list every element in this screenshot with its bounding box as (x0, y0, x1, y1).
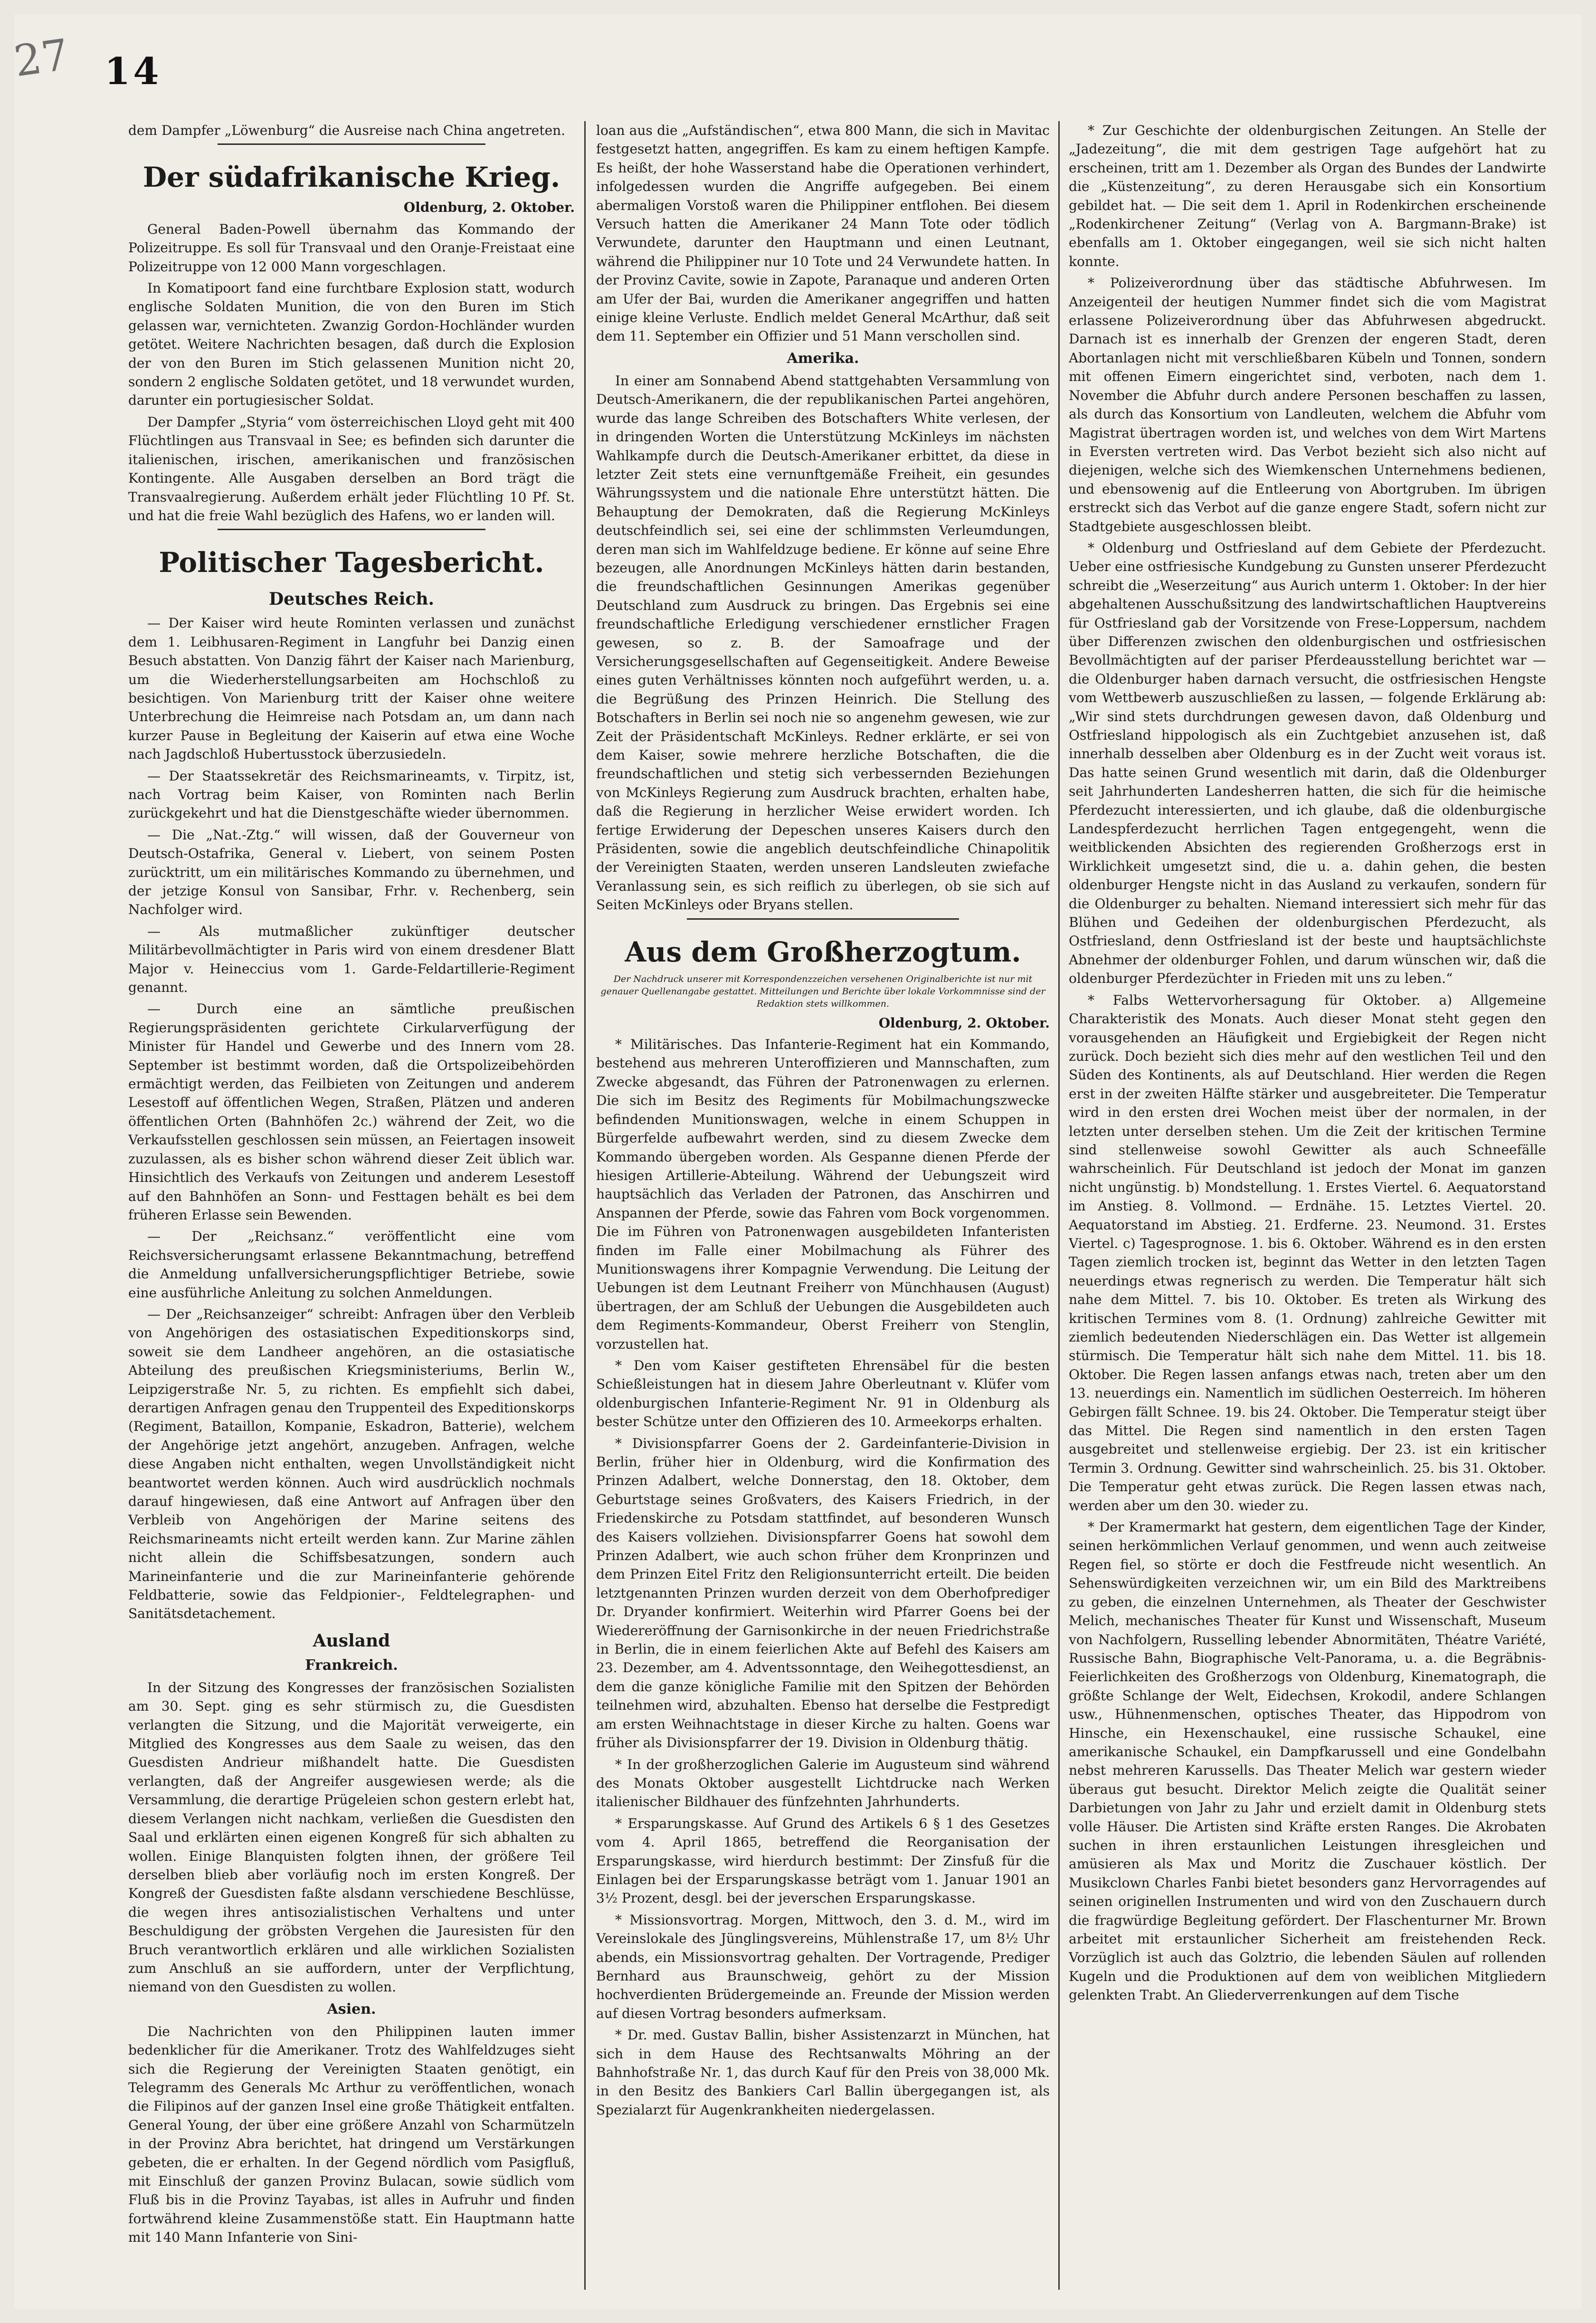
heading-abroad: Ausland (313, 1630, 390, 1651)
paragraph: loan aus die „Aufständischen“, etwa 800 Mann, die sich in Mavitac festgesetzt hatten, angegriffen. Es kam zu einem heftigen Kampfe. Es heißt, der hohe Wasserstand habe die Operationen verhindert, infolgedessen wurden die Angriffe aufgegeben. Bei einem abermaligen Vorstoß waren die Philippiner entflohen. Bei diesem Versuch hatten die Amerikaner 24 Mann Tote oder tödlich Verwundete, darunter den Hauptmann und einen Leutnant, während die Philippiner nur 10 Tote und 24 Verwundete hatten. In der Provinz Cavite, sowie in Zapote, Paranaque und anderen Orten am Ufer der Bai, wurden die Amerikaner angegriffen und hatten einige kleine Verluste. Endlich meldet General McArthur, daß seit dem 11. September ein Offizier und 51 Mann verschollen sind. (596, 123, 1050, 344)
paragraph: — Der „Reichsanz.“ veröffentlicht eine vom Reichsversicherungsamt erlassene Bekanntmachung, betreffend die Anmeldung unfallversicherungspflichtiger Betriebe, sowie eine ausführliche Anleitung zu solchen Anmeldungen. (128, 1228, 575, 1301)
column-1 (128, 121, 575, 2290)
paragraph: * Ersparungskasse. Auf Grund des Artikels 6 § 1 des Gesetzes vom 4. April 1865, betreffend die Reorganisation der Ersparungskasse, wird hierdurch bestimmt: Der Zinsfuß für die Einlagen bei der Ersparungskasse beträgt vom 1. Januar 1901 an 3½ Prozent, desgl. bei der jeverschen Ersparungskasse. (596, 1815, 1050, 1906)
paragraph: * Missionsvortrag. Morgen, Mittwoch, den 3. d. M., wird im Vereinslokale des Jünglingsvereins, Mühlenstraße 17, um 8½ Uhr abends, ein Missionsvortrag gehalten. Der Vortragende, Prediger Bernhard aus Braunschweig, gehört zu der Mission hochverdienten Brüdergemeinde an. Freunde der Mission werden auf diesen Vortrag besonders aufmerksam. (596, 1912, 1050, 2021)
paragraph: — Der Staatssekretär des Reichsmarineamts, v. Tirpitz, ist, nach Vortrag beim Kaiser, von Rominten nach Berlin zurückgekehrt und hat die Dienstgeschäfte wieder übernommen. (128, 768, 575, 821)
paragraph: * Falbs Wettervorhersagung für Oktober. a) Allgemeine Charakteristik des Monats. Auch dieser Monat steht gegen den vorausgehenden an Häufigkeit und Ergiebigkeit der Regen nicht zurück. Doch bezieht sich dies mehr auf den westlichen Teil und den Süden des Kontinents, als auf Deutschland. Hier werden die Regen erst in der zweiten Hälfte stärker und ausgebreiteter. Die Temperatur wird in den ersten drei Wochen meist über der normalen, in der letzten unter derselben stehen. Um die Zeit der kritischen Termine sind stellenweise sowohl Gewitter als auch Schneefälle wahrscheinlich. Für Deutschland ist jedoch der Monat im ganzen nicht ungünstig. b) Mondstellung. 1. Erstes Viertel. 6. Aequatorstand im Anstieg. 8. Vollmond. — Erdnähe. 15. Letztes Viertel. 20. Aequatorstand im Abstieg. 21. Erdferne. 23. Neumond. 31. Erstes Viertel. c) Tagesprognose. 1. bis 6. Oktober. Während es in den ersten Tagen ziemlich trocken ist, beginnt das Wetter in den letzten Tagen neuerdings etwas regnerisch zu werden. Die Temperatur hält sich nahe dem Mittel. 7. bis 10. Oktober. Es treten als Wirkung des kritischen Termines vom 8. (1. Ordnung) zahlreiche Gewitter mit ziemlich bedeutenden Niederschlägen ein. Das Wetter ist allgemein stürmisch. Die Temperatur hält sich nahe dem Mittel. 11. bis 18. Oktober. Die Regen lassen anfangs etwas nach, treten aber um den 13. neuerdings ein. Namentlich im südlichen Oesterreich. Im höheren Gebirgen fällt Schnee. 19. bis 24. Oktober. Die Temperatur steigt über das Mittel. Die Regen sind namentlich in den ersten Tagen ausgebreitet und stellenweise ergiebig. Der 23. ist ein kritischer Termin 3. Ordnung. Gewitter sind wahrscheinlich. 25. bis 31. Oktober. Die Temperatur geht etwas zurück. Die Regen lassen etwas nach, werden aber um den 30. wieder zu. (1069, 992, 1546, 1514)
paragraph: * Oldenburg und Ostfriesland auf dem Gebiete der Pferdezucht. Ueber eine ostfriesische Kundgebung zu Gunsten unserer Pferdezucht schreibt die „Weserzeitung“ aus Aurich unterm 1. Oktober: In der hier abgehaltenen Ausschußsitzung des landwirtschaftlichen Hauptvereins für Ostfriesland gab der Vorsitzende von Frese-Loppersum, nachdem über Differenzen zwischen den oldenburgischen und ostfriesischen Bevollmächtigten auf der pariser Pferdeausstellung berichtet war — die Oldenburger haben darnach versucht, die ostfriesischen Hengste vom Wettbewerb auszuschließen zu lassen, — folgende Erklärung ab: „Wir sind stets durchdrungen gewesen davon, daß Oldenburg und Ostfriesland hippologisch als ein Zuchtgebiet anzusehen ist, daß innerhalb desselben aber Oldenburg es in der Zucht weit voraus ist. Das hatte seinen Grund wesentlich mit darin, daß die Oldenburger seit Jahrhunderten Landesherren hatten, die sich für die heimische Pferdezucht interessierten, und ich glaube, daß die oldenburgische Landespferdezucht herrlichen Tagen entgegengeht, wenn die weitblickenden Absichten des regierenden Großherzogs erst in Wirklichkeit umgesetzt sind, die u. a. dahin gehen, die besten oldenburger Hengste nicht in das Ausland zu verkaufen, sondern für die Oldenburger zu behalten. Niemand interessiert sich mehr für das Blühen und Gedeihen der oldenburgischen Pferdezucht, als Ostfriesland, denn Ostfriesland ist der beste und hauptsächlichste Abnehmer der oldenburger Fohlen, und darum wünschen wir, daß die oldenburger Pferdezüchter in Frieden mit uns zu leben.“ (1069, 540, 1546, 987)
heading-asia: Asien. (327, 2000, 376, 2018)
column-2 (596, 121, 1050, 2290)
paragraph: In Komatipoort fand eine furchtbare Explosion statt, wodurch englische Soldaten Munition, die von den Buren im Stich gelassen war, vernichteten. Zwanzig Gordon-Hochländer wurden getötet. Weitere Nachrichten besagen, daß durch die Explosion der von den Buren im Stich gelassenen Munition nicht 20, sondern 2 englische Soldaten getötet, und 18 verwundet wurden, darunter ein portugiesischer Soldat. (128, 280, 575, 409)
page-number: 14 (104, 50, 162, 93)
paragraph: * Den vom Kaiser gestifteten Ehrensäbel für die besten Schießleistungen hat in diesem Jahre Oberleutnant v. Klüfer vom oldenburgischen Infanterie-Regiment Nr. 91 in Oldenburg als bester Schütze unter den Offizieren des 10. Armeekorps erhalten. (596, 1357, 1050, 1430)
paragraph: * Militärisches. Das Infanterie-Regiment hat ein Kommando, bestehend aus mehreren Unteroffizieren und Mannschaften, zum Zwecke abgesandt, das Führen der Patronenwagen zu erlernen. Die sich im Besitz des Regiments für Mobilmachungszwecke befindenden Munitionswagen, welche in einem Schuppen in Bürgerfelde aufbewahrt werden, sind zu diesem Zwecke dem Kommando übergeben worden. Als Gespanne dienen Pferde der hiesigen Artillerie-Abteilung. Während der Uebungszeit wird hauptsächlich das Verladen der Patronen, das Anschirren und Anspannen der Pferde, sowie das Fahren vom Bock vorgenommen. Die im Führen von Patronenwagen ausgebildeten Infanteristen finden im Falle einer Mobilmachung als Führer des Munitionswagens ihrer Kompagnie Verwendung. Die Leitung der Uebungen ist dem Leutnant Freiherr von Münchhausen (August) übertragen, der am Schluß der Uebungen die Ausgebildeten auch dem Regiments-Kommandeur, Oberst Freiherr von Stenglin, vorzustellen hat. (596, 1037, 1050, 1352)
heading-german-empire: Deutsches Reich. (268, 589, 435, 609)
paragraph: Der Dampfer „Styria“ vom österreichischen Lloyd geht mit 400 Flüchtlingen aus Transvaal in See; es befinden sich darunter die italienischen, irischen, amerikanischen und französischen Kontingente. Alle Ausgaben derselben an Bord trägt die Transvaalregierung. Außerdem erhält jeder Flüchtling 10 Pf. St. und hat die freie Wahl bezüglich des Hafens, wo er landen will. (128, 414, 575, 524)
intro-paragraph: dem Dampfer „Löwenburg“ die Ausreise nach China angetreten. (128, 123, 566, 138)
paragraph: * Dr. med. Gustav Ballin, bisher Assistenzarzt in München, hat sich in dem Hause des Rechtsanwalts Möhring an der Bahnhofstraße Nr. 1, das durch Kauf für den Preis von 38,000 Mk. in den Besitz des Bankiers Carl Ballin übergegangen ist, als Spezialarzt für Augenkrankheiten niedergelassen. (596, 2027, 1050, 2118)
column-divider (1058, 121, 1060, 2290)
heading-france: Frankreich. (305, 1657, 398, 1674)
heading-boer-war: Der südafrikanische Krieg. (142, 161, 560, 194)
paragraph: — Durch eine an sämtliche preußischen Regierungspräsidenten gerichtete Cirkularverfügung der Minister für Handel und Gewerbe und des Innern vom 28. September ist bestimmt worden, daß die Ortspolizeibehörden ermächtigt werden, das Feilbieten von Zeitungen und anderem Lesestoff auf öffentlichen Wegen, Straßen, Plätzen und anderen öffentlichen Orten (Bahnhöfen 2c.) während der Zeit, wo die Verkaufsstellen geschlossen sein müssen, an Feiertagen insoweit zuzulassen, als es bisher schon während dieser Zeit üblich war. Hinsichtlich des Verkaufs von Zeitungen und anderem Lesestoff auf den Bahnhöfen an Sonn- und Festtagen behält es bei dem früheren Erlasse sein Bewenden. (128, 1001, 575, 1223)
paragraph: Die Nachrichten von den Philippinen lauten immer bedenklicher für die Amerikaner. Trotz des Wahlfeldzuges sieht sich die Regierung der Vereinigten Staaten genötigt, ein Telegramm des Generals Mc Arthur zu veröffentlichen, wonach die Filipinos auf der ganzen Insel eine große Thätigkeit entfalten. General Young, der über eine größere Anzahl von Scharmützeln in der Provinz Abra berichtet, hat dringend um Verstärkungen gebeten, die er erhalten. In der Gegend nördlich vom Pasigfluß, mit Einschluß der ganzen Provinz Bulacan, sowie südlich vom Fluß bis in die Provinz Tayabas, ist alles in Aufruhr und finden fortwährend kleine Zusammenstöße statt. Ein Hauptmann hatte mit 140 Mann Infanterie von Sini- (128, 2023, 575, 2246)
heading-political-report: Politischer Tagesbericht. (159, 546, 544, 579)
section-rule (218, 143, 485, 145)
reprint-notice: Der Nachdruck unserer mit Korrespondenzzeichen versehenen Originalberichte ist nur mit genauer Quellenangabe gestattet. Mitteilungen und Berichte über lokale Vorkommnisse sind der Redaktion stets willkommen. (600, 973, 1045, 1009)
paragraph: * Divisionspfarrer Goens der 2. Gardeinfanterie-Division in Berlin, früher hier in Oldenburg, wird die Konfirmation des Prinzen Adalbert, welche Donnerstag, den 18. Oktober, dem Geburtstage seines Großvaters, des Kaisers Friedrich, in der Friedenskirche zu Potsdam stattfindet, auf besonderen Wunsch des Kaisers vollziehen. Divisionspfarrer Goens hat sowohl dem Prinzen Adalbert, wie auch schon früher dem Kronprinzen und dem Prinzen Eitel Fritz den Religionsunterricht erteilt. Die beiden letztgenannten Prinzen wurden derzeit von dem Oberhofprediger Dr. Dryander konfirmiert. Weiterhin wird Pfarrer Goens bei der Wiedereröffnung der Garnisonkirche in der neuen Friedrichstraße in Berlin, die in einem feierlichen Akte auf Befehl des Kaisers am 23. Dezember, am 4. Adventssonntage, den Weihegottesdienst, an dem die ganze königliche Familie mit den Spitzen der Behörden teilnehmen wird, abzuhalten. Ebenso hat derselbe die Festpredigt am ersten Weihnachtstage in dieser Kirche zu halten. Goens war früher als Divisionspfarrer der 19. Division in Oldenburg thätig. (596, 1435, 1050, 1751)
margin-annotation: 27 (11, 29, 72, 87)
dateline: Oldenburg, 2. Oktober. (878, 1015, 1050, 1031)
heading-america: Amerika. (787, 350, 859, 367)
paragraph: In einer am Sonnabend Abend stattgehabten Versammlung von Deutsch-Amerikanern, die der republikanischen Partei angehören, wurde das lange Schreiben des Botschafters White verlesen, der in dringenden Worten die Unterstützung McKinleys im nächsten Wahlkampfe durch die Deutsch-Amerikaner erbittet, da diese in letzter Zeit stets eine vernunftgemäße Freiheit, ein gesundes Währungssystem und die nationale Ehre unterstützt hätten. Die Behauptung der Demokraten, daß die Regierung McKinleys deutschfeindlich sei, sei eine der schlimmsten Verleumdungen, deren man sich im Wahlfeldzuge bediene. Er könne auf seine Ehre bezeugen, alle Anordnungen McKinleys hätten darin bestanden, die freundschaftlichen Gesinnungen Amerikas gegenüber Deutschland zum Ausdruck zu bringen. Das Ergebnis sei eine freundschaftliche Erledigung verschiedener ernstlicher Fragen gewesen, so z. B. der Samoafrage und der Versicherungsgesellschaften auf Gegenseitigkeit. Andere Beweise eines guten Verhältnisses könnten noch aufgeführt werden, u. a. die Begrüßung des Prinzen Heinrich. Die Stellung des Botschafters in Berlin sei noch nie so angenehm gewesen, wie zur Zeit der Präsidentschaft McKinleys. Redner erklärte, er sei von dem Kaiser, sowie mehrere herzliche Botschaften, die die freundschaftlichen und stetig sich verbessernden Beziehungen von McKinleys Regierung zum Ausdruck brachten, erhalten habe, daß die Regierung in herzlicher Weise erwidert worden. Ich fertige Erwiderung der Depeschen unseres Kaisers durch den Präsidenten, sowie die angeblich deutschfeindliche Chinapolitik der Vereinigten Staaten, werden unseren Landsleuten zwiefache Veranlassung sein, es sich reiflich zu überlegen, ob sie sich auf Seiten McKinleys oder Bryans stellen. (596, 372, 1050, 913)
column-divider (584, 121, 586, 2290)
paragraph: — Als mutmaßlicher zukünftiger deutscher Militärbevollmächtigter in Paris wird von einem dresdener Blatt Major v. Heineccius vom 1. Garde-Feldartillerie-Regiment genannt. (128, 923, 575, 996)
dateline: Oldenburg, 2. Oktober. (403, 200, 575, 216)
paragraph: * Zur Geschichte der oldenburgischen Zeitungen. An Stelle der „Jadezeitung“, die mit dem gestrigen Tage aufgehört hat zu erscheinen, tritt am 1. Dezember als Organ des Bundes der Landwirte die „Küstenzeitung“, zu deren Herausgabe sich ein Konsortium gebildet hat. — Die seit dem 1. April in Rodenkirchen erscheinende „Rodenkirchener Zeitung“ (Verlag von A. Bargmann-Brake) ist ebenfalls am 1. Oktober eingegangen, weil sie sich nicht halten konnte. (1069, 123, 1546, 269)
paragraph: * Polizeiverordnung über das städtische Abfuhrwesen. Im Anzeigenteil der heutigen Nummer findet sich die vom Magistrat erlassene Polizeiverordnung über das Abfuhrwesen abgedruckt. Darnach ist es innerhalb der Grenzen der engeren Stadt, deren Abortanlagen nicht mit verschließbaren Kübeln und Tonnen, sondern mit offenen Eimern eingerichtet sind, verboten, nach dem 1. November die Abfuhr durch andere Personen beschaffen zu lassen, als durch das Konsortium von Landleuten, welchem die Abfuhr vom Magistrat übertragen worden ist, und welches von dem Wirt Martens in Eversten vertreten wird. Das Verbot bezieht sich also nicht auf diejenigen, welche sich des Wiemkenschen Unternehmens bedienen, und ebensowenig auf die Entleerung von Abortgruben. Im übrigen erstreckt sich das Verbot auf die ganze engere Stadt, sofern nicht zur Stadtgebiete ausgeschlossen bleibt. (1069, 275, 1546, 534)
newspaper-page (11, 14, 1582, 2309)
paragraph: * In der großherzoglichen Galerie im Augusteum sind während des Monats Oktober ausgestellt Lichtdrucke nach Werken italienischer Bildhauer des fünfzehnten Jahrhunderts. (596, 1756, 1050, 1810)
section-rule (218, 529, 485, 530)
paragraph: — Der Kaiser wird heute Rominten verlassen und zunächst dem 1. Leibhusaren-Regiment in Langfuhr bei Danzig einen Besuch abstatten. Von Danzig fährt der Kaiser nach Marienburg, um die Wiederherstellungsarbeiten am Hochschloß zu besichtigen. Von Marienburg tritt der Kaiser ohne weitere Unterbrechung die Heimreise nach Potsdam an, um dann nach kurzer Pause in Begleitung der Kaiserin auf etwa eine Woche nach Jagdschloß Hubertusstock überzusiedeln. (128, 615, 575, 762)
column-3 (1069, 121, 1546, 2290)
paragraph: — Die „Nat.-Ztg.“ will wissen, daß der Gouverneur von Deutsch-Ostafrika, General v. Liebert, von seinem Posten zurücktritt, um ein militärisches Kommando zu übernehmen, und der jetzige Konsul von Sansibar, Frhr. v. Rechenberg, sein Nachfolger wird. (128, 827, 575, 918)
paragraph: * Der Kramermarkt hat gestern, dem eigentlichen Tage der Kinder, seinen herkömmlichen Verlauf genommen, und wenn auch zeitweise Regen fiel, so störte er doch die Festfreude nicht wesentlich. An Sehenswürdigkeiten verzeichnen wir, um ein Bild des Marktreibens zu geben, die einzelnen Unternehmen, als Theater der Geschwister Melich, mechanisches Theater für Kunst und Wissenschaft, Museum von Nachfolgern, Russelling lebender Abnormitäten, Théatre Variété, Russische Bahn, Biographische Velt-Panorama, u. a. die Begräbnis-Feierlichkeiten des Großherzogs von Oldenburg, Kinematograph, die größte Schlange der Welt, Eidechsen, Krokodil, andere Schlangen usw., Hühnenmenschen, optisches Theater, das Hippodrom von Hinsche, ein Hexenschaukel, eine russische Schaukel, eine amerikanische Schaukel, ein Dampfkarussell und eine Gondelbahn nebst mehreren Karussells. Das Theater Melich war gestern wieder überaus gut besucht. Direktor Melich zeigte die Qualität seiner Darbietungen von Jahr zu Jahr und erzielt damit in Oldenburg stets volle Häuser. Die Artisten sind Kräfte ersten Ranges. Die Akrobaten suchen in ihren erstaunlichen Leistungen ihresgleichen und amüsieren als Max und Moritz die Zuschauer köstlich. Der Musikclown Charles Fanbi bietet besonders ganz Hervorragendes auf seinen originellen Instrumenten und wird von den Zuschauern durch die fragwürdige Begleitung gefördert. Der Flaschenturner Mr. Brown arbeitet mit erstaunlicher Sicherheit am freistehenden Reck. Vorzüglich ist auch das Golztrio, die lebenden Säulen auf rollenden Kugeln und die Produktionen auf dem von weiblichen Mitgliedern gelenkten Trabt. An Gliederverrenkungen auf dem Tische (1069, 1519, 1546, 2003)
heading-grand-duchy: Aus dem Großherzogtum. (625, 935, 1021, 968)
paragraph: In der Sitzung des Kongresses der französischen Sozialisten am 30. Sept. ging es sehr stürmisch zu, die Guesdisten verlangten die Sitzung, und die Majorität verweigerte, ein Mitglied des Kongresses aus dem Saale zu weisen, das den Guesdisten Andrieur mißhandelt hatte. Die Guesdisten verlangten, daß der Angreifer ausgewiesen werde; als die Versammlung, die derartige Prügeleien schon gestern erlebt hat, diesem Verlangen nicht nachkam, verließen die Guesdisten den Saal und erklärten einen eigenen Kongreß für sich abhalten zu wollen. Einige Blanquisten folgten ihnen, der größere Teil derselben blieb aber vorläufig noch im ersten Kongreß. Der Kongreß der Guesdisten faßte alsdann verschiedene Beschlüsse, die wegen ihres antisozialistischen Verhaltens und unter Beschuldigung der gröbsten Vergehen die Jauresisten für den Bruch verantwortlich erklären und alle wirklichen Sozialisten zum Anschluß an sie auffordern, unter der Verpflichtung, niemand von den Guesdisten zu wollen. (128, 1679, 575, 1995)
paragraph: General Baden-Powell übernahm das Kommando der Polizeitruppe. Es soll für Transvaal und den Oranje-Freistaat eine Polizeitruppe von 12 000 Mann vorgeschlagen. (128, 221, 575, 275)
paragraph: — Der „Reichsanzeiger“ schreibt: Anfragen über den Verbleib von Angehörigen des ostasiatischen Expeditionskorps sind, soweit sie dem Landheer angehören, an die ostasiatische Abteilung des preußischen Kriegsministeriums, Berlin W., Leipzigerstraße Nr. 5, zu richten. Es empfiehlt sich dabei, derartigen Anfragen genau den Truppenteil des Expeditionskorps (Regiment, Bataillon, Kompanie, Eskadron, Batterie), welchem der Angehörige jetzt angehört, anzugeben. Anfragen, welche diese Angaben nicht enthalten, wegen Unvollständigkeit nicht beantwortet werden können. Auch wird ausdrücklich nochmals darauf hingewiesen, daß eine Antwort auf Anfragen über den Verbleib von Angehörigen der Marine seitens des Reichsmarineamts nicht erteilt werden kann. Zur Marine zählen nicht allein die Schiffsbesatzungen, sondern auch Marineinfanterie und die zur Marineinfanterie gehörende Feldbatterie, sowie das Feldpionier-, Feldtelegraphen- und Sanitätsdetachement. (128, 1306, 575, 1622)
section-rule (687, 918, 959, 920)
